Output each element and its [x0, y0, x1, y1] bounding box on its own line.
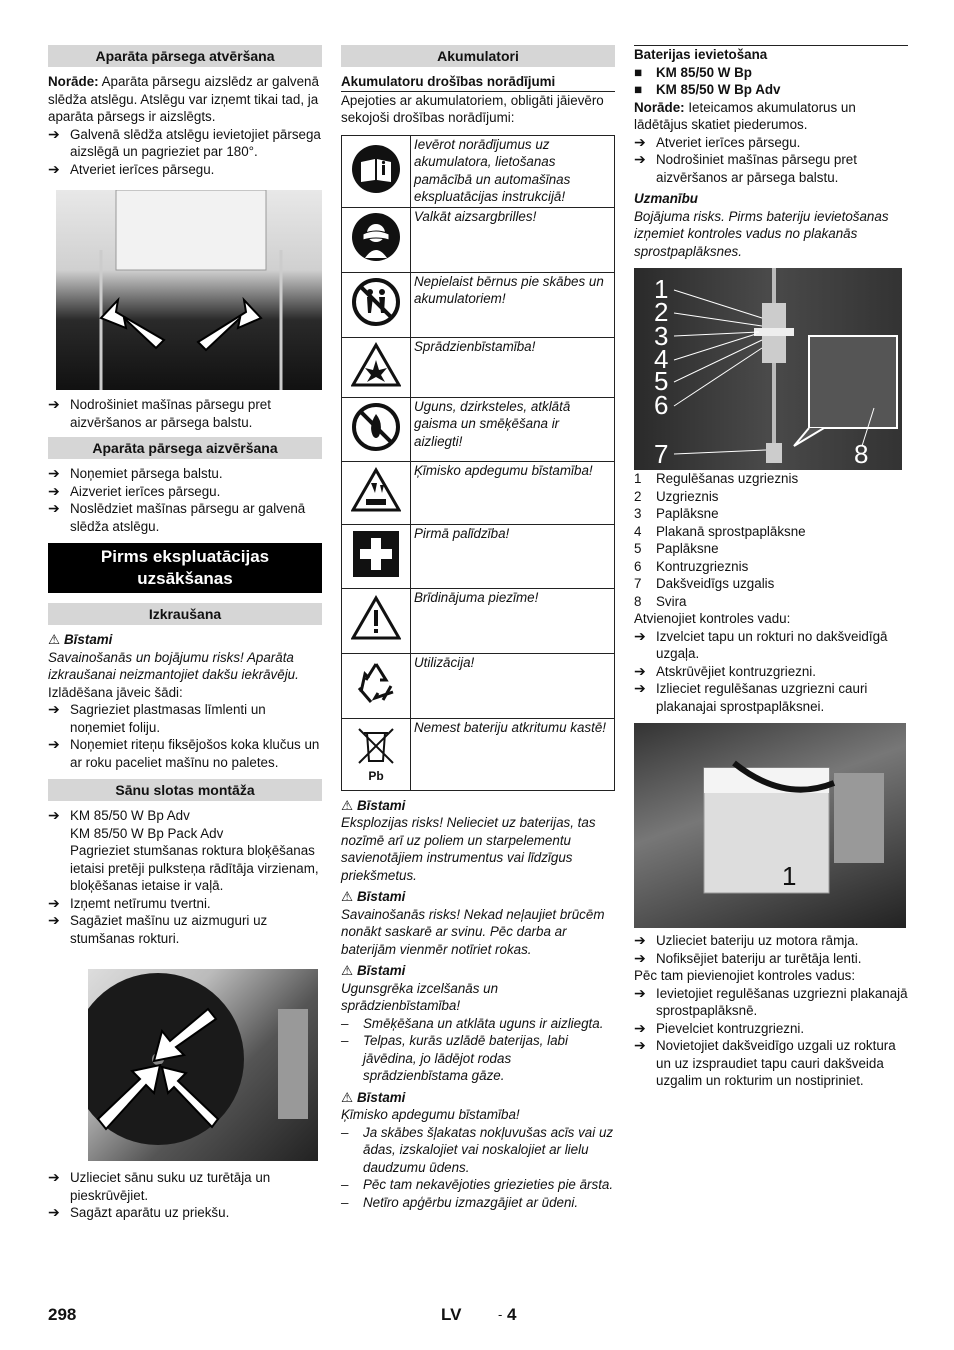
danger-text: Eksplozijas risks! Nelieciet uz baterijas, tas nozīmē arī uz poliem un starpelementu savienotājiem instrumentus vai līdzīgus priekšmetus.	[341, 815, 596, 883]
arrow-icon: ➔	[634, 662, 646, 679]
step: ➔ Noņemiet riteņu fiksējošos koka klučus un ar roku paceliet mašīnu no paletes.	[48, 736, 320, 770]
arrow-icon: ➔	[48, 912, 60, 928]
recycle-icon	[342, 653, 411, 718]
warning-triangle-icon: ⚠	[341, 1089, 354, 1105]
heading-close-hood: Aparāta pārsega aizvēršana	[48, 437, 322, 459]
list-item: – Pēc tam nekavējoties griezieties pie ārsta.	[341, 1177, 614, 1192]
table-row: Ievērot norādījumus uz akumulatora, lietošanas pamācībā un automašīnas ekspluatācijas instrukcijā!	[342, 135, 615, 207]
explosion-icon	[342, 337, 411, 397]
danger-label: ⚠ Bīstami	[341, 1089, 406, 1105]
heading-unloading: Izkraušana	[48, 603, 322, 625]
battery-photo	[634, 723, 906, 928]
section-page: 4	[507, 1305, 517, 1324]
arrow-icon: ➔	[634, 133, 646, 150]
step: ➔ Atveriet ierīces pārsegu.	[48, 160, 215, 177]
figure-number: 1	[654, 274, 669, 304]
first-aid-icon	[342, 524, 411, 588]
step: ➔ Izlieciet regulēšanas uzgriezni cauri plakanajai sprostpaplāksnei.	[634, 680, 868, 714]
step: ➔ KM 85/50 W Bp Adv KM 85/50 W Bp Pack Adv Pagrieziet stumšanas roktura bloķēšanas ietaisi pretēji pulksteņa rādītāja virzienam, bloķēšanas ietaise ir vaļā.	[48, 807, 319, 893]
column-middle	[341, 45, 615, 1211]
arrow-icon: ➔	[48, 736, 60, 752]
danger-text: Ugunsgrēka izcelšanās un sprādzienbīstamība!	[341, 980, 499, 1013]
broom-arrows-illustration	[88, 969, 318, 1161]
step: ➔ Uzlieciet sānu suku uz turētāja un pieskrūvējiet.	[48, 1169, 271, 1203]
arrow-icon: ➔	[48, 1204, 60, 1220]
disconnect-intro: Atvienojiet kontroles vadu:	[634, 611, 791, 626]
table-row: Sprādzienbīstamība!	[342, 337, 615, 397]
figure-number: 5	[654, 366, 669, 396]
figure-number: 4	[654, 344, 669, 374]
subheading-safety: Akumulatoru drošības norādījumi	[341, 73, 615, 92]
step: ➔ Nodrošiniet mašīnas pārsegu pret aizvēršanos ar pārsega balstu.	[634, 151, 857, 185]
list-item: – Ja skābes šļakatas nokļuvušas acīs vai uz ādas, izskalojiet vai noskalojiet ar lielu daudzumu ūdens.	[341, 1124, 614, 1175]
warning-triangle-icon: ⚠	[341, 797, 354, 813]
page-number: 298	[48, 1305, 77, 1324]
danger-label: ⚠ Bīstami	[341, 963, 406, 978]
hood-arrows-illustration	[56, 190, 322, 390]
list-item: ■ KM 85/50 W Bp	[634, 64, 752, 80]
no-children-icon	[342, 272, 411, 337]
figure-number: 2	[654, 297, 669, 327]
legend-item: 1 Regulēšanas uzgrieznis	[634, 471, 799, 486]
side-broom-photo	[88, 969, 318, 1161]
arrow-icon: ➔	[48, 500, 60, 516]
section-title: Pirms ekspluatācijas uzsākšanas	[48, 543, 322, 593]
arrow-icon: ➔	[48, 125, 60, 142]
arrow-icon: ➔	[48, 701, 60, 717]
list-item: – Netīro apģērbu izmazgājiet ar ūdeni.	[341, 1194, 579, 1210]
arrow-icon: ➔	[634, 627, 646, 644]
table-row: Nepielaist bērnus pie skābes un akumulatoriem!	[342, 272, 615, 337]
arrow-icon: ➔	[634, 151, 646, 167]
square-bullet-icon: ■	[634, 82, 643, 97]
figure-number: 1	[782, 861, 797, 891]
danger-label: ⚠ Bīstami	[48, 632, 113, 647]
table-row: Brīdinājuma piezīme!	[342, 588, 615, 653]
step: ➔ Atveriet ierīces pārsegu.	[634, 133, 801, 150]
arrow-icon: ➔	[634, 949, 646, 966]
heading-open-hood: Aparāta pārsega atvēršana	[48, 45, 322, 67]
heading-side-broom: Sānu slotas montāža	[48, 779, 322, 801]
arrow-icon: ➔	[634, 1019, 646, 1036]
step: ➔ Sagrieziet plastmasas līmlenti un noņemiet foliju.	[48, 701, 266, 735]
unload-intro: Izlādēšana jāveic šādi:	[48, 684, 183, 700]
warning-triangle-icon: ⚠	[341, 889, 354, 904]
legend-item: 5 Paplāksne	[634, 541, 719, 556]
table-row: Utilizācija!	[342, 653, 615, 718]
step: ➔ Aizveriet ierīces pārsegu.	[48, 482, 221, 499]
list-item: – Telpas, kurās uzlādē baterijas, labi jāvēdina, jo lādējot rodas sprādzienbīstama gāze.	[341, 1033, 568, 1083]
warning-icon	[342, 588, 411, 653]
danger-text: Ķīmisko apdegumu bīstamība!	[341, 1107, 520, 1122]
arrow-icon: ➔	[634, 1037, 646, 1053]
column-right	[634, 45, 908, 1090]
safety-intro: Apejoties ar akumulatoriem, obligāti jāievēro sekojoši drošības norādījumi:	[341, 92, 604, 125]
step: ➔ Noslēdziet mašīnas pārsegu ar galvenā slēdža atslēgu.	[48, 500, 306, 534]
arrow-icon: ➔	[48, 807, 60, 823]
legend-item: 2 Uzgrieznis	[634, 488, 719, 504]
arrow-icon: ➔	[48, 1169, 60, 1185]
corrosive-icon	[342, 461, 411, 524]
note: Norāde: Aparāta pārsegu aizslēdz ar galvenā slēdža atslēgu. Atslēgu var izņemt tikai tad, ja aparāta pārsegs ir aizslēgts.	[48, 74, 319, 124]
note: Norāde: Ieteicamos akumulatorus un lādētājus skatiet piederumos.	[634, 99, 856, 132]
table-row: Ķīmisko apdegumu bīstamība!	[342, 461, 615, 524]
arrow-icon: ➔	[634, 932, 646, 948]
legend-item: 6 Kontruzgrieznis	[634, 558, 749, 574]
arrow-icon: ➔	[48, 894, 60, 911]
step: ➔ Izvelciet tapu un rokturi no dakšveidīgā uzgaļa.	[634, 627, 888, 661]
step: ➔ Nofiksējiet bateriju ar turētāja lenti.	[634, 949, 862, 966]
arrow-icon: ➔	[48, 465, 60, 481]
control-cable-photo	[634, 268, 902, 470]
footer-separator: -	[498, 1307, 503, 1322]
warning-triangle-icon: ⚠	[341, 963, 354, 978]
table-row: Pirmā palīdzība!	[342, 524, 615, 588]
arrow-icon: ➔	[634, 680, 646, 696]
step: ➔ Nodrošiniet mašīnas pārsegu pret aizvēršanos ar pārsega balstu.	[48, 396, 271, 430]
step: ➔ Sagāzt aparātu uz priekšu.	[48, 1204, 230, 1220]
goggles-icon	[342, 207, 411, 272]
language-code: LV	[441, 1305, 462, 1324]
figure-number: 7	[654, 439, 669, 469]
table-row: Pb Nemest bateriju atkritumu kastē!	[342, 718, 615, 790]
danger-label: ⚠ Bīstami	[341, 797, 406, 813]
figure-number: 3	[654, 321, 669, 351]
step: ➔ Atskrūvējiet kontruzgriezni.	[634, 662, 817, 679]
legend-item: 8 Svira	[634, 593, 687, 609]
heading-battery-insert: Baterijas ievietošana	[634, 45, 908, 64]
figure-number: 8	[854, 439, 869, 469]
legend-item: 3 Paplāksne	[634, 506, 719, 521]
caution-text: Bojājuma risks. Pirms bateriju ievietošanas izņemiet kontroles vadus no plakanās sprostpaplāksnes.	[634, 208, 889, 259]
danger-label: ⚠ Bīstami	[341, 889, 406, 904]
crossed-bin-icon: Pb	[342, 718, 411, 790]
battery-illustration	[634, 723, 906, 928]
arrow-icon: ➔	[634, 984, 646, 1001]
step: ➔ Uzlieciet bateriju uz motora rāmja.	[634, 932, 859, 948]
step: ➔ Ievietojiet regulēšanas uzgriezni plakanajā sprostpaplāksnē.	[634, 984, 908, 1018]
danger-text: Savainošanās un bojājumu risks! Aparāta izkraušanai neizmantojiet dakšu iekrāvēju.	[48, 649, 299, 682]
step: ➔ Sagāziet mašīnu uz aizmuguri uz stumšanas rokturi.	[48, 912, 268, 946]
danger-text: Savainošanās risks! Nekad neļaujiet brūcēm nonākt saskarē ar svinu. Pēc darba ar baterijām vienmēr notīriet rokas.	[341, 906, 605, 957]
arrow-icon: ➔	[48, 482, 60, 499]
legend-item: 7 Dakšveidīgs uzgalis	[634, 576, 775, 591]
manual-icon	[342, 135, 411, 207]
step: ➔ Izņemt netīrumu tvertni.	[48, 894, 211, 911]
warning-triangle-icon: ⚠	[48, 632, 61, 647]
hood-photo	[56, 190, 322, 390]
arrow-icon: ➔	[48, 396, 60, 412]
list-item: – Smēķēšana un atklāta uguns ir aizliegta.	[341, 1015, 604, 1031]
heading-accumulators: Akumulatori	[341, 45, 615, 67]
step: ➔ Novietojiet dakšveidīgo uzgali uz roktura un uz izspraudiet tapu cauri dakšveida uzgalim un rokturim un nostipriniet.	[634, 1037, 896, 1088]
cable-figure-illustration	[634, 268, 902, 470]
arrow-icon: ➔	[48, 160, 60, 177]
reconnect-intro: Pēc tam pievienojiet kontroles vadus:	[634, 968, 856, 983]
table-row: Uguns, dzirksteles, atklātā gaisma un smēķēšana ir aizliegti!	[342, 397, 615, 461]
legend-item: 4 Plakanā sprostpaplāksne	[634, 523, 806, 539]
no-fire-icon	[342, 397, 411, 461]
list-item: ■ KM 85/50 W Bp Adv	[634, 82, 781, 97]
column-left	[48, 45, 322, 1222]
step: ➔ Noņemiet pārsega balstu.	[48, 465, 223, 481]
figure-number: 6	[654, 390, 669, 420]
caution-label: Uzmanību	[634, 191, 698, 206]
table-row: Valkāt aizsargbrilles!	[342, 207, 615, 272]
square-bullet-icon: ■	[634, 64, 643, 80]
step: ➔ Galvenā slēdža atslēgu ievietojiet pārsega aizslēgā un pagrieziet par 180°.	[48, 125, 321, 159]
step: ➔ Pievelciet kontruzgriezni.	[634, 1019, 805, 1036]
safety-table	[341, 135, 615, 791]
